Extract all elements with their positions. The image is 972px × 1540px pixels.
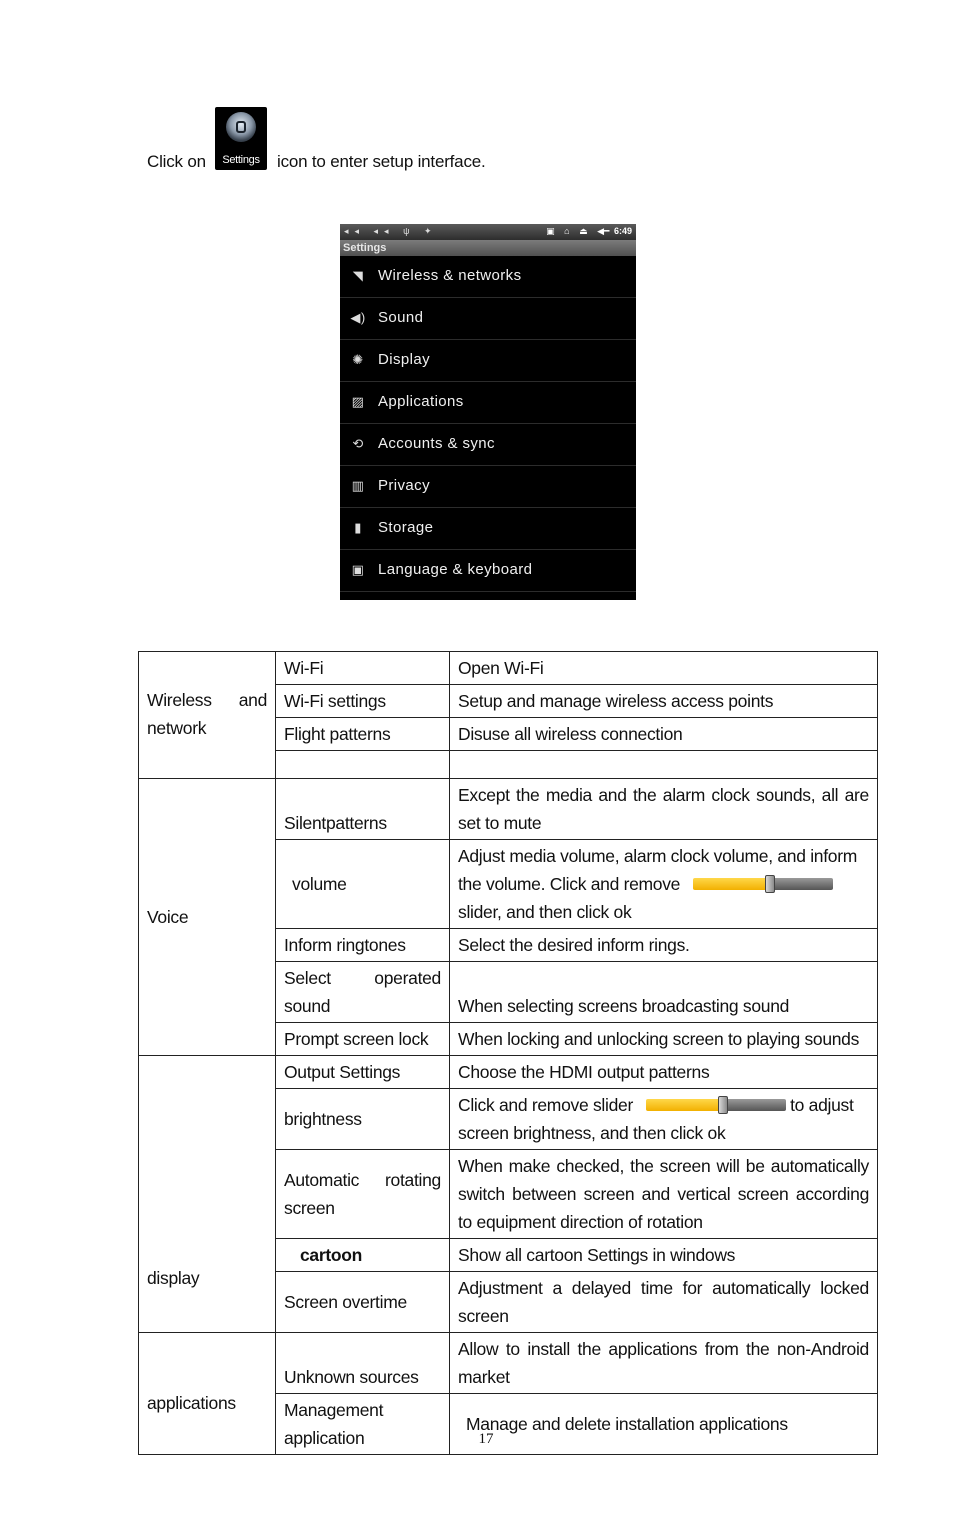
desc-wifi-settings: Setup and manage wireless access points [450,685,878,718]
menu-item-language[interactable]: ▣ Language & keyboard [340,550,636,592]
menu-item-wireless[interactable]: ◥ Wireless & networks [340,256,636,298]
desc-overtime: Adjustment a delayed time for automatically locked screen [450,1272,878,1333]
category-voice: Voice [139,779,276,1056]
menu-item-display[interactable]: ✺ Display [340,340,636,382]
item-unknown-sources: Unknown sources [276,1333,450,1394]
status-notification-icons: ◂◂ ◂◂ ψ ✦ [344,226,438,236]
desc-flight: Disuse all wireless connection [450,718,878,751]
keyboard-icon: ▣ [351,562,365,577]
desc-management: Manage and delete installation applications [450,1394,878,1455]
home-icon[interactable]: ⌂ [564,226,570,236]
sync-icon: ⟲ [352,436,364,451]
slider-thumb[interactable] [765,875,775,893]
settings-title-bar: Settings [340,240,636,256]
settings-app-icon [215,107,267,170]
item-cartoon: cartoon [276,1239,450,1272]
desc-unknown-sources: Allow to install the applications from the non-Android market [450,1333,878,1394]
applications-icon: ▨ [351,394,365,409]
menu-item-accounts[interactable]: ⟲ Accounts & sync [340,424,636,466]
desc-cartoon: Show all cartoon Settings in windows [450,1239,878,1272]
item-ringtones: Inform ringtones [276,929,450,962]
brightness-icon: ✺ [352,352,364,367]
item-output: Output Settings [276,1056,450,1089]
desc-output: Choose the HDMI output patterns [450,1056,878,1089]
empty-cell [450,751,878,779]
item-wifi-settings: Wi-Fi settings [276,685,450,718]
desc-volume: Adjust media volume, alarm clock volume, and inform the volume. Click and remove slider, and then click ok [450,840,878,929]
slider-thumb[interactable] [718,1096,728,1114]
empty-cell [276,751,450,779]
settings-menu [340,256,636,592]
category-applications: applications [139,1333,276,1455]
phone-screenshot [340,224,636,600]
intro-line [147,106,647,176]
item-overtime: Screen overtime [276,1272,450,1333]
item-wifi: Wi-Fi [276,652,450,685]
category-wireless: Wireless and network [139,652,276,779]
menu-item-applications[interactable]: ▨ Applications [340,382,636,424]
desc-operated-sound: When selecting screens broadcasting sound [450,962,878,1023]
battery-icon: ▣ [546,226,555,236]
page-number: 17 [478,1431,494,1447]
item-management: Management application [276,1394,450,1455]
menu-item-sound[interactable]: ◀) Sound [340,298,636,340]
status-system-icons [539,226,632,237]
desc-wifi: Open Wi-Fi [450,652,878,685]
item-operated-sound: Select operated sound [276,962,450,1023]
item-screen-lock: Prompt screen lock [276,1023,450,1056]
settings-description-table [138,651,878,1455]
speaker-icon: ◀) [350,310,366,325]
privacy-icon: ▥ [351,478,365,493]
menu-item-privacy[interactable]: ▥ Privacy [340,466,636,508]
table-row [139,1333,878,1394]
eject-icon[interactable]: ⏏ [579,226,588,236]
volume-slider[interactable] [693,875,833,893]
desc-ringtones: Select the desired inform rings. [450,929,878,962]
wifi-icon: ◥ [352,268,364,283]
category-display: display [139,1056,276,1333]
table-row [139,1056,878,1089]
menu-item-storage[interactable]: ▮ Storage [340,508,636,550]
desc-silent: Except the media and the alarm clock sounds, all are set to mute [450,779,878,840]
settings-icon-label: Settings [222,154,260,166]
item-volume: volume [276,840,450,929]
settings-knob-icon [226,112,256,142]
desc-brightness: Click and remove slider to adjust screen brightness, and then click ok [450,1089,878,1150]
item-silent: Silentpatterns [276,779,450,840]
intro-click-text: Click on [147,152,206,171]
intro-rest-text: icon to enter setup interface. [277,152,486,171]
item-flight: Flight patterns [276,718,450,751]
status-time: 6:49 [613,226,632,236]
item-rotating: Automatic rotating screen [276,1150,450,1239]
brightness-slider[interactable] [646,1096,786,1114]
desc-screen-lock: When locking and unlocking screen to playing sounds [450,1023,878,1056]
desc-rotating: When make checked, the screen will be automatically switch between screen and vertical screen according to equipment direction of rotation [450,1150,878,1239]
item-brightness: brightness [276,1089,450,1150]
table-row [139,652,878,685]
table-row [139,779,878,840]
back-icon[interactable]: ◀━ [597,226,610,236]
status-bar [340,224,636,240]
sdcard-icon: ▮ [354,520,362,535]
